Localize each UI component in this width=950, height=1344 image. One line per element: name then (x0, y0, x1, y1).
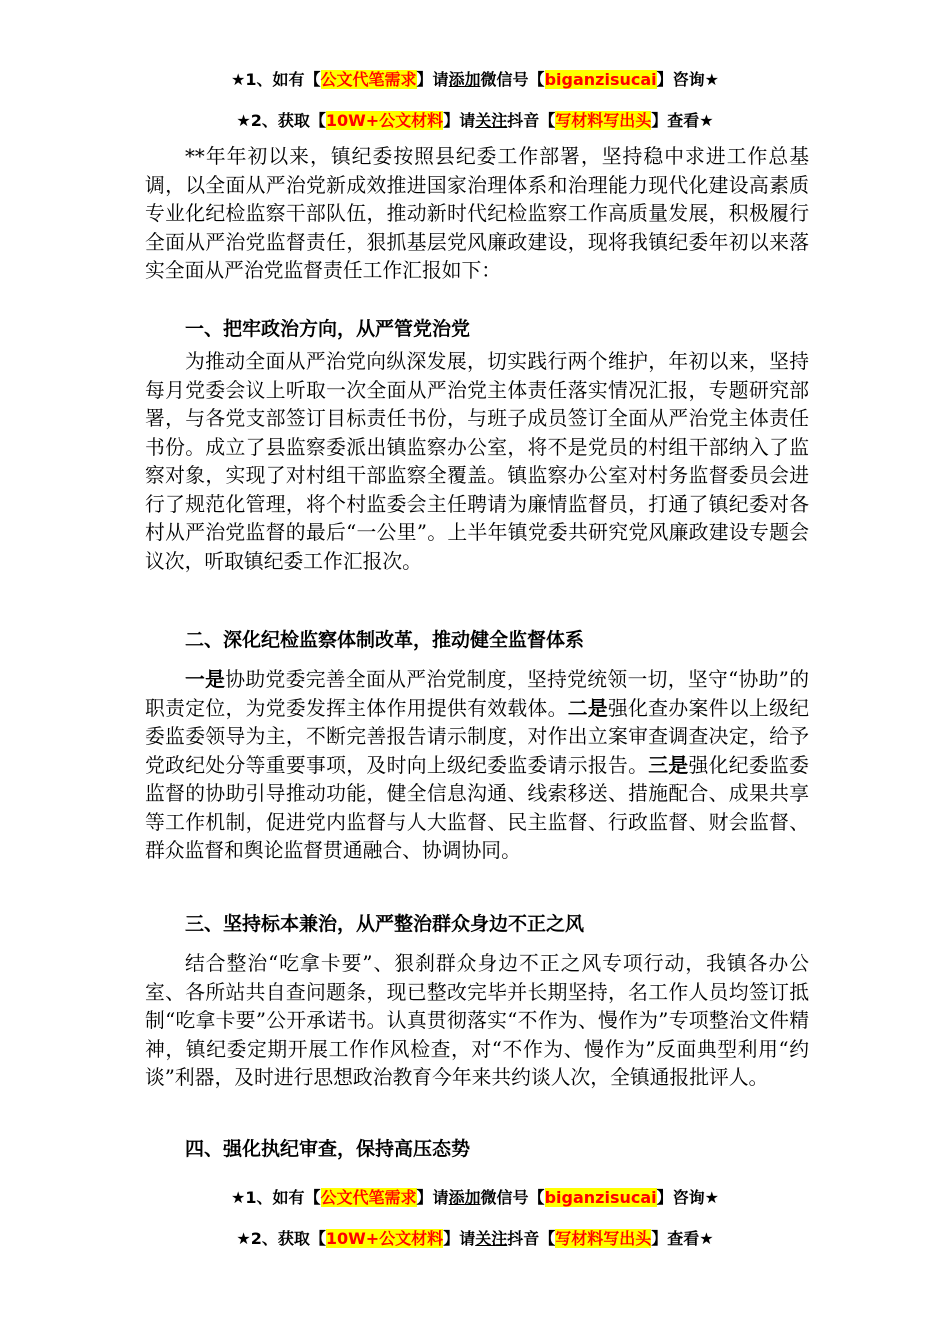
body-span: 协助党委完善全面从严治党制度，坚持党统领一切，坚守“协助”的职责定位，为党委发挥主体作用提供有效载体。 (145, 668, 809, 720)
banner-text: 抖音【 (507, 111, 556, 130)
body-span: 强化纪委监委监督的协助引导推动功能，健全信息沟通、线索移送、措施配合、成果共享等工作机制，促进党内监督与人大监督、民主监督、行政监督、财会监督、群众监督和舆论监督贯通融合、协调协同。 (145, 753, 809, 862)
promo-banner-line-1-top (0, 69, 950, 91)
section-body-2 (145, 666, 809, 866)
section-heading-3: 三、坚持标本兼治，从严整治群众身边不正之风 (185, 913, 585, 935)
banner-text: 微信号【 (480, 70, 545, 89)
banner-text: 】咨询★ (656, 70, 719, 89)
promo-banner-line-2-bottom (0, 1228, 950, 1250)
section-heading-4: 四、强化执纪审查，保持高压态势 (185, 1138, 471, 1160)
promo-banner-line-2-top (0, 110, 950, 132)
banner-text: 】请 (443, 1229, 476, 1248)
promo-banner-line-1-bottom (0, 1187, 950, 1209)
banner-highlight: 10W+公文材料 (325, 1229, 444, 1248)
keyword-first: 一是 (185, 668, 226, 691)
banner-underlined: 添加 (448, 1188, 481, 1207)
banner-text: 】查看★ (651, 111, 714, 130)
banner-text: 抖音【 (507, 1229, 556, 1248)
section-heading-1: 一、把牢政治方向，从严管党治党 (185, 318, 471, 340)
keyword-third: 三是 (648, 753, 689, 777)
body-span: 强化查办案件以上级纪委监委领导为主，不断完善报告请示制度，对作出立案审查调查决定，给予党政纪处分等重要事项，及时向上级纪委监委请示报告。 (145, 696, 809, 777)
banner-text: 】查看★ (651, 1229, 714, 1248)
banner-underlined: 关注 (475, 1229, 508, 1248)
banner-highlight: 10W+公文材料 (325, 111, 444, 130)
banner-highlight: 公文代笔需求 (320, 70, 417, 89)
banner-highlight: 写材料写出头 (555, 1229, 652, 1248)
banner-highlight: 写材料写出头 (555, 111, 652, 130)
banner-highlight: 公文代笔需求 (320, 1188, 417, 1207)
banner-highlight: biganzisucai (544, 70, 657, 89)
keyword-second: 二是 (567, 696, 609, 720)
banner-highlight: biganzisucai (544, 1188, 657, 1207)
banner-text: ★1、如有【 (231, 70, 321, 89)
banner-underlined: 关注 (475, 111, 508, 130)
intro-paragraph: **年年初以来，镇纪委按照县纪委工作部署，坚持稳中求进工作总基调，以全面从严治党新成效推进国家治理体系和治理能力现代化建设高素质专业化纪检监察干部队伍，推动新时代纪检监察工作高质量发展，积极履行全面从严治党监督责任，狠抓基层党风廉政建设，现将我镇纪委年初以来落实全面从严治党监督责任工作汇报如下： (145, 145, 809, 282)
banner-text: 】请 (443, 111, 476, 130)
banner-text: 】请 (416, 70, 449, 89)
banner-underlined: 添加 (448, 70, 481, 89)
banner-text: ★2、获取【 (236, 1229, 326, 1248)
section-body-1: 为推动全面从严治党向纵深发展，切实践行两个维护，年初以来，坚持每月党委会议上听取一次全面从严治党主体责任落实情况汇报，专题研究部署，与各党支部签订目标责任书份，与班子成员签订全面从严治党主体责任书份。成立了县监察委派出镇监察办公室，将不是党员的村组干部纳入了监察对象，实现了对村组干部监察全覆盖。镇监察办公室对村务监督委员会进行了规范化管理，将个村监委会主任聘请为廉情监督员，打通了镇纪委对各村从严治党监督的最后“一公里”。上半年镇党委共研究党风廉政建设专题会议次，听取镇纪委工作汇报次。 (145, 350, 809, 573)
section-heading-2: 二、深化纪检监察体制改革，推动健全监督体系 (185, 629, 585, 651)
section-body-3: 结合整治“吃拿卡要”、狠刹群众身边不正之风专项行动，我镇各办公室、各所站共自查问题条，现已整改完毕并长期坚持，名工作人员均签订抵制“吃拿卡要”公开承诺书。认真贯彻落实“不作为、慢作为”专项整治文件精神，镇纪委定期开展工作作风检查，对“不作为、慢作为”反面典型利用“约谈”利器，及时进行思想政治教育今年来共约谈人次，全镇通报批评人。 (145, 952, 809, 1089)
banner-text: ★1、如有【 (231, 1188, 321, 1207)
banner-text: 微信号【 (480, 1188, 545, 1207)
banner-text: 】请 (416, 1188, 449, 1207)
banner-text: 】咨询★ (656, 1188, 719, 1207)
banner-text: ★2、获取【 (236, 111, 326, 130)
